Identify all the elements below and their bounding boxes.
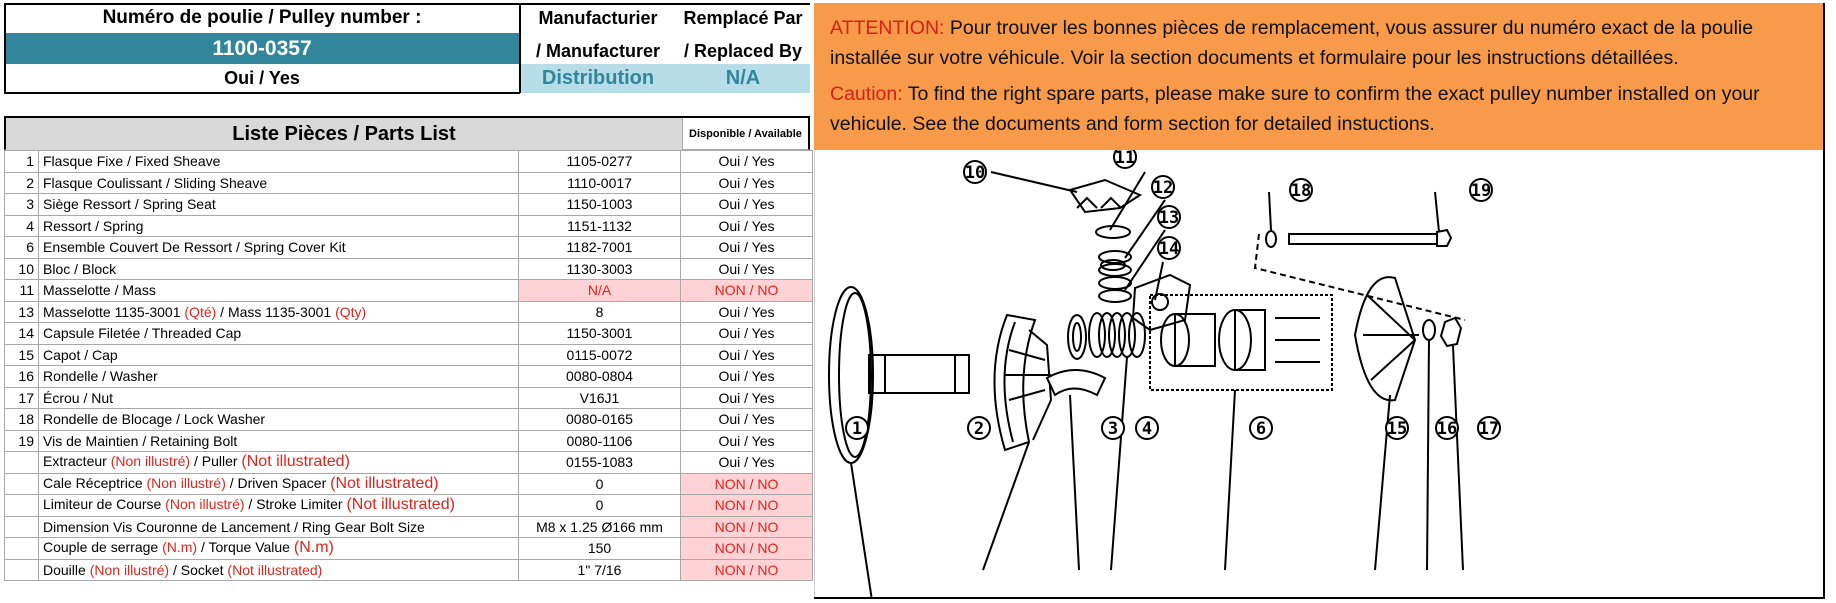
- table-row[interactable]: [5, 473, 813, 495]
- callout-11: [1114, 150, 1136, 168]
- callout-label: 14: [1158, 239, 1180, 259]
- replaced-by-label-line2: / Replaced By: [683, 40, 803, 61]
- availability-status: Oui / Yes: [681, 430, 813, 452]
- row-number: [5, 473, 39, 495]
- part-description: [39, 215, 519, 237]
- header-border-left: [4, 3, 6, 93]
- description-text: / Stroke Limiter: [244, 496, 347, 513]
- description-note: (Non illustré): [89, 561, 170, 578]
- table-row[interactable]: [5, 452, 813, 474]
- row-number: 6: [5, 237, 39, 259]
- description-note: (Not illustrated): [227, 561, 323, 578]
- availability-status: Oui / Yes: [681, 258, 813, 280]
- part-number: 1130-3003: [519, 258, 681, 280]
- part-description: [39, 344, 519, 366]
- part-number: 0115-0072: [519, 344, 681, 366]
- callout-label: 6: [1255, 419, 1267, 439]
- description-note: (Qté): [184, 303, 217, 320]
- part-number: 0080-0165: [519, 409, 681, 431]
- row-number: 16: [5, 366, 39, 388]
- callout-3: [1102, 417, 1124, 439]
- caution-label: Caution:: [830, 83, 903, 105]
- part-description: [39, 366, 519, 388]
- callout-6: [1250, 417, 1272, 439]
- part-number: V16J1: [519, 387, 681, 409]
- pulley-number-value[interactable]: 1100-0357: [4, 33, 520, 64]
- table-row[interactable]: [5, 366, 813, 388]
- parts-list-header: [4, 116, 810, 150]
- description-note: (Non illustré): [110, 453, 191, 470]
- description-note: (N.m): [162, 539, 198, 556]
- part-description: [39, 280, 519, 302]
- part-number: 1150-1003: [519, 194, 681, 216]
- parts-list-title: Liste Pièces / Parts List: [6, 118, 682, 150]
- table-row[interactable]: [5, 409, 813, 431]
- callout-18: [1290, 179, 1312, 201]
- availability-status: Oui / Yes: [681, 366, 813, 388]
- part-number: 150: [519, 538, 681, 560]
- spring-seat-drawing: [1047, 315, 1105, 570]
- part-description: [39, 538, 519, 560]
- callout-14: [1158, 237, 1180, 259]
- part-description: [39, 258, 519, 280]
- description-note: (Qty): [335, 303, 367, 320]
- table-row[interactable]: [5, 151, 813, 173]
- description-text: Capsule Filetée / Threaded Cap: [43, 325, 242, 342]
- part-number: 1105-0277: [519, 151, 681, 173]
- callout-label: 1: [851, 419, 863, 439]
- part-description: [39, 172, 519, 194]
- row-number: [5, 452, 39, 474]
- availability-status: Oui / Yes: [681, 237, 813, 259]
- part-description: [39, 194, 519, 216]
- sheet-border-right: [1823, 3, 1825, 598]
- row-number: 17: [5, 387, 39, 409]
- part-number: M8 x 1.25 Ø166 mm: [519, 516, 681, 538]
- description-text: Extracteur: [43, 453, 111, 470]
- description-note: (Not illustrated): [346, 496, 455, 514]
- description-text: Limiteur de Course: [43, 496, 166, 513]
- manufacturer-label-line2: / Manufacturer: [535, 40, 661, 61]
- availability-status: Oui / Yes: [681, 452, 813, 474]
- description-note: (Non illustré): [146, 474, 226, 491]
- description-text: Capot / Cap: [43, 346, 118, 363]
- table-row[interactable]: [5, 495, 813, 517]
- pulley-exploded-view: [815, 150, 1825, 598]
- parts-table: [4, 150, 813, 581]
- table-row[interactable]: [5, 258, 813, 280]
- part-number: 1182-7001: [519, 237, 681, 259]
- table-row[interactable]: [5, 172, 813, 194]
- row-number: 1: [5, 151, 39, 173]
- caution-notice: [830, 79, 1814, 139]
- description-note: (Not illustrated): [330, 474, 439, 492]
- availability-status: NON / NO: [681, 280, 813, 302]
- availability-status: Oui / Yes: [681, 344, 813, 366]
- row-number: [5, 538, 39, 560]
- callout-label: 12: [1152, 178, 1174, 198]
- availability-status: Oui / Yes: [681, 172, 813, 194]
- table-row[interactable]: [5, 387, 813, 409]
- part-description: [39, 559, 519, 581]
- description-text: / Socket: [169, 561, 228, 578]
- callout-1: [846, 417, 868, 439]
- callout-label: 11: [1114, 150, 1136, 168]
- attention-text: Pour trouver les bonnes pièces de remplacement, vous assurer du numéro exact de la poulie installée sur votre véhicule. Voir la section documents et formulaire pour les instructions détaillées.: [830, 17, 1754, 69]
- part-description: [39, 151, 519, 173]
- attention-notice: [830, 13, 1814, 73]
- table-row[interactable]: [5, 516, 813, 538]
- available-column-header: Disponible / Available: [682, 118, 808, 150]
- callout-label: 10: [964, 163, 986, 183]
- exploded-diagram: [814, 150, 1824, 598]
- callout-4: [1136, 417, 1158, 439]
- part-description: [39, 452, 519, 474]
- description-text: Cale Réceptrice: [43, 474, 147, 491]
- table-row[interactable]: [5, 301, 813, 323]
- row-number: 14: [5, 323, 39, 345]
- attention-label: ATTENTION:: [830, 17, 945, 39]
- availability-status: Oui / Yes: [681, 215, 813, 237]
- pulley-number-label: Numéro de poulie / Pulley number :: [102, 7, 422, 28]
- availability-status: Oui / Yes: [681, 194, 813, 216]
- part-number: 1110-0017: [519, 172, 681, 194]
- part-number: 1151-1132: [519, 215, 681, 237]
- row-number: 19: [5, 430, 39, 452]
- part-number: N/A: [519, 280, 681, 302]
- description-text: / Torque Value: [197, 539, 294, 556]
- callout-label: 4: [1141, 419, 1153, 439]
- row-number: [5, 559, 39, 581]
- description-text: Douille: [43, 561, 90, 578]
- callout-label: 18: [1290, 181, 1312, 201]
- manufacturer-value: Distribution: [520, 64, 676, 93]
- header-border-mid: [519, 3, 521, 93]
- row-number: 15: [5, 344, 39, 366]
- part-number: 0: [519, 473, 681, 495]
- retaining-bolt-drawing: [1255, 192, 1465, 320]
- callout-16: [1436, 417, 1458, 439]
- availability-status: Oui / Yes: [681, 301, 813, 323]
- callout-19: [1470, 179, 1492, 201]
- description-text: Masselotte 1135-3001: [43, 303, 185, 320]
- availability-status: NON / NO: [681, 538, 813, 560]
- description-note: (Not illustrated): [241, 453, 350, 471]
- description-text: Ressort / Spring: [43, 217, 144, 234]
- description-text: Rondelle / Washer: [43, 368, 158, 385]
- callout-label: 2: [973, 419, 985, 439]
- callout-13: [1158, 206, 1180, 228]
- availability-status: NON / NO: [681, 495, 813, 517]
- table-row[interactable]: [5, 280, 813, 302]
- description-text: Flasque Fixe / Fixed Sheave: [43, 153, 221, 170]
- part-number: 8: [519, 301, 681, 323]
- caution-text: To find the right spare parts, please make sure to confirm the exact pulley number installed on your vehicule. See the documents and form section for detailed instuctions.: [830, 83, 1760, 135]
- part-description: [39, 387, 519, 409]
- callout-2: [968, 417, 990, 439]
- table-row[interactable]: [5, 538, 813, 560]
- availability-status: NON / NO: [681, 559, 813, 581]
- part-description: [39, 409, 519, 431]
- callout-10: [964, 161, 986, 183]
- table-row[interactable]: [5, 344, 813, 366]
- availability-value: Oui / Yes: [224, 68, 300, 88]
- row-number: [5, 516, 39, 538]
- description-note: (Non illustré): [165, 496, 245, 513]
- availability-status: NON / NO: [681, 473, 813, 495]
- header-border-top: [4, 3, 810, 5]
- availability-status: NON / NO: [681, 516, 813, 538]
- part-description: [39, 323, 519, 345]
- description-note: (N.m): [293, 539, 334, 557]
- callout-15: [1386, 417, 1408, 439]
- part-description: [39, 237, 519, 259]
- replaced-by-label-line1: Remplacé Par: [683, 7, 803, 28]
- callout-label: 15: [1386, 419, 1408, 439]
- availability-status: Oui / Yes: [681, 409, 813, 431]
- row-number: 18: [5, 409, 39, 431]
- callout-label: 17: [1478, 419, 1500, 439]
- description-text: Siège Ressort / Spring Seat: [43, 196, 216, 213]
- header-block: [4, 3, 810, 93]
- row-number: 10: [5, 258, 39, 280]
- row-number: 3: [5, 194, 39, 216]
- callout-17: [1478, 417, 1500, 439]
- availability-status: Oui / Yes: [681, 151, 813, 173]
- description-text: Dimension Vis Couronne de Lancement / Ring Gear Bolt Size: [43, 518, 425, 535]
- description-text: Écrou / Nut: [43, 389, 114, 406]
- part-number: 0: [519, 495, 681, 517]
- description-text: Couple de serrage: [43, 539, 163, 556]
- callout-label: 16: [1436, 419, 1458, 439]
- availability-status: Oui / Yes: [681, 323, 813, 345]
- block-drawing: [991, 172, 1140, 212]
- header-border-bottom: [4, 92, 520, 94]
- part-number: 1" 7/16: [519, 559, 681, 581]
- row-number: 2: [5, 172, 39, 194]
- description-text: Bloc / Block: [43, 260, 117, 277]
- part-number: 1150-3001: [519, 323, 681, 345]
- availability-status: Oui / Yes: [681, 387, 813, 409]
- row-number: 13: [5, 301, 39, 323]
- sheet-border-bottom: [814, 597, 1825, 599]
- washer-nut-drawing: [1423, 318, 1463, 570]
- part-description: [39, 516, 519, 538]
- table-row[interactable]: [5, 194, 813, 216]
- spring-cover-kit-drawing: [1150, 295, 1332, 570]
- description-text: / Mass 1135-3001: [216, 303, 336, 320]
- part-description: [39, 495, 519, 517]
- replaced-by-value: N/A: [676, 64, 810, 93]
- description-text: Masselotte / Mass: [43, 282, 156, 299]
- sliding-sheave-drawing: [983, 315, 1051, 570]
- description-text: Flasque Coulissant / Sliding Sheave: [43, 174, 268, 191]
- row-number: 4: [5, 215, 39, 237]
- table-row[interactable]: [5, 430, 813, 452]
- description-text: / Driven Spacer: [225, 474, 331, 491]
- spring-drawing: [1089, 313, 1145, 570]
- callout-label: 19: [1470, 181, 1492, 201]
- part-description: [39, 301, 519, 323]
- callout-label: 13: [1158, 208, 1180, 228]
- table-row[interactable]: [5, 559, 813, 581]
- manufacturer-label-line1: Manufacturier: [538, 7, 658, 28]
- notice-panel: [814, 3, 1824, 150]
- table-row[interactable]: [5, 323, 813, 345]
- part-description: [39, 473, 519, 495]
- description-text: Rondelle de Blocage / Lock Washer: [43, 411, 266, 428]
- row-number: [5, 495, 39, 517]
- fixed-sheave-drawing: [829, 287, 969, 598]
- part-description: [39, 430, 519, 452]
- row-number: 11: [5, 280, 39, 302]
- table-row[interactable]: [5, 215, 813, 237]
- description-text: / Puller: [190, 453, 242, 470]
- callout-label: 3: [1107, 419, 1119, 439]
- part-number: 0080-0804: [519, 366, 681, 388]
- part-number: 0155-1083: [519, 452, 681, 474]
- table-row[interactable]: [5, 237, 813, 259]
- description-text: Ensemble Couvert De Ressort / Spring Cover Kit: [43, 239, 346, 256]
- callout-12: [1152, 176, 1174, 198]
- description-text: Vis de Maintien / Retaining Bolt: [43, 432, 238, 449]
- part-number: 0080-1106: [519, 430, 681, 452]
